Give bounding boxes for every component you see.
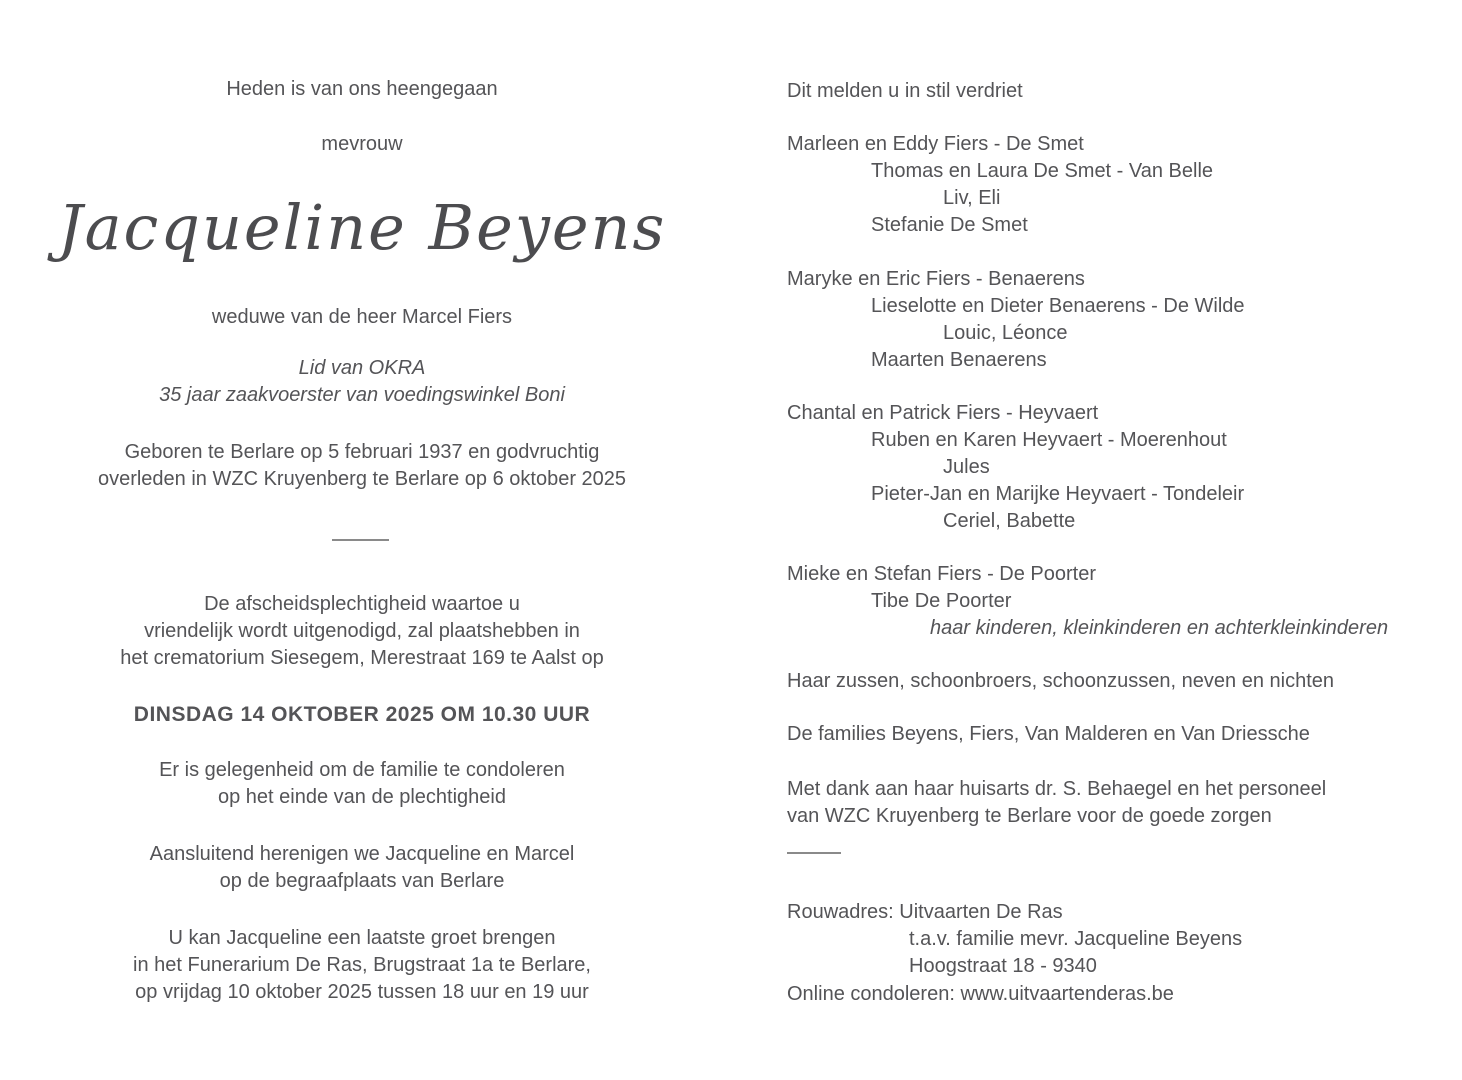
family-line: Marleen en Eddy Fiers - De Smet: [787, 133, 1084, 155]
family-line: Liv, Eli: [943, 187, 1001, 209]
visitation-line: in het Funerarium De Ras, Brugstraat 1a te Berlare,: [133, 954, 591, 976]
family-line: Pieter-Jan en Marijke Heyvaert - Tondeleir: [871, 483, 1245, 505]
families-line: De families Beyens, Fiers, Van Malderen en Van Driessche: [787, 723, 1310, 745]
left-divider: [332, 539, 389, 541]
mourning-address: [787, 899, 1242, 980]
relatives-line: Haar zussen, schoonbroers, schoonzussen, neven en nichten: [787, 670, 1335, 692]
ceremony-line: het crematorium Siesegem, Merestraat 169 te Aalst op: [120, 647, 604, 669]
ceremony-line: De afscheidsplechtigheid waartoe u: [204, 593, 520, 615]
family-line: Maarten Benaerens: [871, 349, 1047, 371]
honorific-line: mevrouw: [321, 133, 403, 155]
family-line: haar kinderen, kleinkinderen en achterkleinkinderen: [930, 617, 1389, 639]
online-condolence-line: Online condoleren: www.uitvaartenderas.be: [787, 983, 1174, 1005]
condolence-line: Er is gelegenheid om de familie te condoleren: [159, 759, 565, 781]
family-line: Tibe De Poorter: [871, 590, 1012, 612]
announcement-header: Dit melden u in stil verdriet: [787, 80, 1023, 102]
life-paragraph: [20, 439, 704, 493]
condolence-line: op het einde van de plechtigheid: [217, 786, 506, 808]
family-group-1: [787, 131, 1213, 239]
mourning-address-line: t.a.v. familie mevr. Jacqueline Beyens: [909, 928, 1243, 950]
intro-line: Heden is van ons heengegaan: [226, 78, 498, 100]
thanks-line: Met dank aan haar huisarts dr. S. Behaegel en het personeel: [787, 778, 1327, 800]
family-line: Lieselotte en Dieter Benaerens - De Wilde: [871, 295, 1245, 317]
right-column: [787, 0, 1447, 1080]
family-line: Ruben en Karen Heyvaert - Moerenhout: [871, 429, 1227, 451]
family-line: Jules: [943, 456, 990, 478]
membership-line: 35 jaar zaakvoerster van voedingswinkel Boni: [159, 384, 565, 406]
family-group-3: [787, 400, 1244, 535]
family-group-2: [787, 266, 1245, 374]
family-line: Louic, Léonce: [943, 322, 1068, 344]
birth-line: Geboren te Berlare op 5 februari 1937 en godvruchtig: [124, 441, 600, 463]
ceremony-line: vriendelijk wordt uitgenodigd, zal plaatshebben in: [144, 620, 580, 642]
reunion-line: op de begraafplaats van Berlare: [219, 870, 505, 892]
mourning-address-line: Hoogstraat 18 - 9340: [909, 955, 1097, 977]
membership-line: Lid van OKRA: [298, 357, 426, 379]
reunion-line: Aansluitend herenigen we Jacqueline en Marcel: [149, 843, 575, 865]
family-line: Ceriel, Babette: [943, 510, 1076, 532]
condolence-paragraph: [20, 757, 704, 811]
visitation-paragraph: [20, 925, 704, 1006]
family-group-4: [787, 561, 1388, 642]
ceremony-paragraph: [20, 591, 704, 672]
family-line: Mieke en Stefan Fiers - De Poorter: [787, 563, 1097, 585]
ceremony-datetime: DINSDAG 14 OKTOBER 2025 OM 10.30 UUR: [133, 703, 591, 726]
reunion-paragraph: [20, 841, 704, 895]
family-line: Thomas en Laura De Smet - Van Belle: [871, 160, 1214, 182]
relation-line: weduwe van de heer Marcel Fiers: [211, 306, 513, 328]
thanks-paragraph: [787, 776, 1326, 830]
visitation-line: U kan Jacqueline een laatste groet brengen: [168, 927, 556, 949]
visitation-line: op vrijdag 10 oktober 2025 tussen 18 uur en 19 uur: [135, 981, 589, 1003]
mourning-address-line: Rouwadres: Uitvaarten De Ras: [787, 901, 1063, 923]
family-line: Stefanie De Smet: [871, 214, 1028, 236]
memberships-paragraph: [20, 355, 704, 409]
deceased-name: Jacqueline Beyens: [57, 191, 667, 264]
thanks-line: van WZC Kruyenberg te Berlare voor de goede zorgen: [787, 805, 1272, 827]
family-line: Chantal en Patrick Fiers - Heyvaert: [787, 402, 1099, 424]
family-line: Maryke en Eric Fiers - Benaerens: [787, 268, 1085, 290]
death-line: overleden in WZC Kruyenberg te Berlare op 6 oktober 2025: [97, 468, 627, 490]
